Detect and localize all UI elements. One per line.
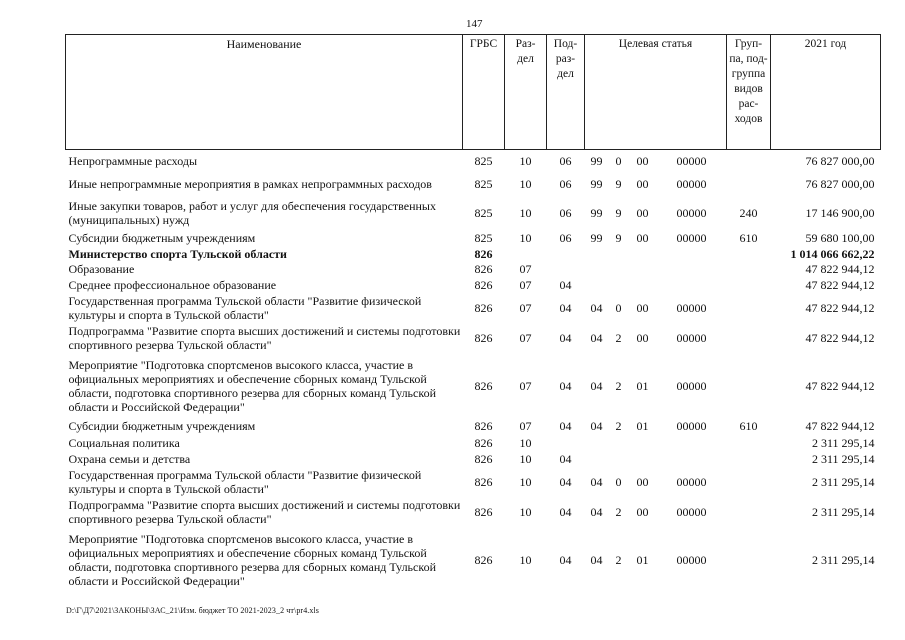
row-target-subprogram: 2 [615,378,622,393]
header-podrazdel: Под- раз- дел [547,35,585,150]
row-target-subprogram: 2 [615,552,622,567]
row-target-subprogram [609,262,629,277]
row-target-program: 99 [590,176,603,191]
row-podrazdel [547,435,585,451]
row-grbs: 826 [474,451,493,466]
row-name: Иные непрограммные мероприятия в рамках непрограммных расходов [68,176,432,191]
row-target-program [585,451,609,467]
row-grbs: 826 [474,277,493,292]
row-target-program: 99 [590,205,603,220]
row-name: Иные закупки товаров, работ и услуг для обеспечения государственных (муниципальных) нужд [68,198,436,227]
row-grbs: 825 [474,205,493,220]
row-podrazdel: 04 [559,451,572,466]
row-target-subprogram [609,246,629,262]
row-podrazdel: 06 [559,205,572,220]
row-expense-group [727,435,771,451]
row-target-event [629,277,657,293]
row-razdel: 10 [519,230,532,245]
row-target-event [629,246,657,262]
budget-table-sheet [65,34,880,592]
row-amount: 47 822 944,12 [805,262,875,276]
page-number: 147 [466,18,483,30]
row-target-direction: 00000 [676,552,707,567]
row-expense-group [727,467,771,497]
row-grbs: 826 [474,262,493,276]
row-amount: 2 311 295,14 [811,474,875,489]
row-podrazdel [547,262,585,277]
table-row [66,467,881,497]
row-target-subprogram: 0 [615,153,622,168]
row-name: Подпрограмма "Развитие спорта высших достижений и системы подготовки спортивного резерва Тульской области" [68,324,461,352]
row-grbs: 826 [474,300,493,315]
row-target-subprogram: 2 [615,419,622,433]
row-amount: 47 822 944,12 [805,277,875,292]
row-name: Министерство спорта Тульской области [68,246,287,261]
footer-file-path: D:\Г\Д7\2021\ЗАКОНЫ\ЗАС_21\Изм. бюджет ТО 2021-2023_2 чт\pr4.xls [66,606,320,615]
row-podrazdel: 04 [559,331,572,345]
table-row [66,246,881,262]
row-target-direction [657,277,727,293]
row-podrazdel: 04 [559,474,572,489]
table-row [66,262,881,277]
row-razdel: 07 [519,378,532,393]
row-target-program [585,277,609,293]
row-name: Социальная политика [68,435,180,450]
row-name: Мероприятие "Подготовка спортсменов высокого класса, участие в официальных мероприятиях и обеспечение сборных команд Тульской области, подготовка спортивного резерва для сборных команд Тульской области и Российской Федерации" [68,357,436,414]
row-podrazdel: 06 [559,230,572,245]
row-name: Образование [68,262,135,276]
row-target-event: 00 [636,300,649,315]
row-razdel: 10 [519,205,532,220]
row-grbs: 825 [474,153,493,168]
row-podrazdel: 04 [559,419,572,433]
row-target-direction [657,435,727,451]
row-razdel [505,246,547,262]
row-target-direction: 00000 [676,176,707,191]
row-razdel: 10 [519,474,532,489]
row-expense-group: 610 [739,419,758,433]
row-podrazdel: 04 [559,300,572,315]
row-amount: 47 822 944,12 [805,378,875,393]
row-podrazdel: 04 [559,552,572,567]
row-expense-group [727,354,771,418]
table-row [66,172,881,196]
row-target-direction [657,262,727,277]
row-target-event: 00 [636,205,649,220]
table-header-row [66,35,881,150]
row-target-subprogram: 0 [615,300,622,315]
row-podrazdel: 04 [559,505,572,519]
table-row [66,354,881,418]
row-target-direction: 00000 [676,474,707,489]
row-razdel: 07 [519,419,532,433]
row-grbs: 825 [474,230,493,245]
row-name: Подпрограмма "Развитие спорта высших достижений и системы подготовки спортивного резерва Тульской области" [68,498,461,526]
row-podrazdel: 06 [559,176,572,191]
row-name: Непрограммные расходы [68,153,198,168]
row-razdel: 07 [519,262,532,276]
row-grbs: 826 [474,419,493,433]
row-podrazdel [547,246,585,262]
row-target-direction: 00000 [676,419,707,433]
row-razdel: 10 [519,435,532,450]
table-row [66,196,881,230]
row-target-subprogram: 0 [615,474,622,489]
row-expense-group [727,150,771,172]
row-target-event: 00 [636,176,649,191]
row-target-event: 01 [636,552,649,567]
row-target-program: 04 [590,378,603,393]
row-razdel: 10 [519,505,532,519]
row-target-subprogram [609,451,629,467]
row-target-program: 99 [590,153,603,168]
row-target-event [629,435,657,451]
row-grbs: 826 [474,246,493,261]
row-amount: 2 311 295,14 [811,552,875,567]
row-target-direction: 00000 [676,300,707,315]
row-name: Государственная программа Тульской области "Развитие физической культуры и спорта в Тульской области" [68,467,422,496]
row-target-program: 04 [590,552,603,567]
row-target-program [585,246,609,262]
row-grbs: 826 [474,378,493,393]
row-target-subprogram: 2 [615,331,622,345]
row-amount: 76 827 000,00 [805,153,875,168]
header-razdel: Раз- дел [505,35,547,150]
table-row [66,435,881,451]
header-target-article: Целевая статья [585,35,727,150]
row-amount: 2 311 295,14 [811,505,875,519]
row-target-direction [657,451,727,467]
table-row [66,497,881,528]
row-name: Охрана семьи и детства [68,451,191,466]
row-target-event: 01 [636,419,649,433]
row-name: Государственная программа Тульской области "Развитие физической культуры и спорта в Тульской области" [68,293,422,322]
row-name: Мероприятие "Подготовка спортсменов высокого класса, участие в официальных мероприятиях и обеспечение сборных команд Тульской области, подготовка спортивного резерва для сборных команд Тульской области и Российской Федерации" [68,531,436,588]
row-grbs: 826 [474,474,493,489]
table-row [66,277,881,293]
row-podrazdel: 04 [559,378,572,393]
row-expense-group [727,497,771,528]
row-target-subprogram: 9 [615,230,622,245]
row-target-program [585,435,609,451]
row-target-program: 04 [590,419,603,433]
row-razdel: 07 [519,300,532,315]
row-amount: 76 827 000,00 [805,176,875,191]
row-target-direction [657,246,727,262]
row-expense-group [727,246,771,262]
row-target-event: 00 [636,474,649,489]
row-razdel: 10 [519,176,532,191]
row-expense-group [727,277,771,293]
row-amount: 47 822 944,12 [805,419,875,433]
row-target-event [629,262,657,277]
row-target-event: 00 [636,505,649,519]
row-target-direction: 00000 [676,205,707,220]
row-razdel: 07 [519,277,532,292]
row-expense-group [727,293,771,323]
row-target-direction: 00000 [676,378,707,393]
row-target-direction: 00000 [676,230,707,245]
row-razdel: 10 [519,153,532,168]
row-amount: 59 680 100,00 [805,230,875,245]
row-target-event: 00 [636,331,649,345]
row-amount: 2 311 295,14 [811,451,875,466]
table-row [66,528,881,592]
row-razdel: 07 [519,331,532,345]
row-amount: 1 014 066 662,22 [790,246,875,261]
row-amount: 2 311 295,14 [811,435,875,450]
table-body [66,150,881,592]
row-grbs: 825 [474,176,493,191]
row-grbs: 826 [474,552,493,567]
row-expense-group [727,451,771,467]
header-grbs: ГРБС [463,35,505,150]
header-year-2021: 2021 год [771,35,881,150]
row-target-direction: 00000 [676,505,707,519]
row-expense-group [727,262,771,277]
row-target-subprogram: 9 [615,176,622,191]
row-podrazdel: 04 [559,277,572,292]
row-target-program: 04 [590,300,603,315]
row-expense-group [727,323,771,354]
row-target-event: 00 [636,230,649,245]
row-target-program: 04 [590,331,603,345]
header-expense-group: Груп- па, под- группа видов рас- ходов [727,35,771,150]
header-name: Наименование [66,35,463,150]
table-row [66,451,881,467]
row-razdel: 10 [519,451,532,466]
row-target-program: 04 [590,474,603,489]
row-grbs: 826 [474,505,493,519]
table-row [66,323,881,354]
row-target-subprogram [609,277,629,293]
row-amount: 47 822 944,12 [805,300,875,315]
row-expense-group: 240 [739,205,758,220]
row-expense-group [727,528,771,592]
row-name: Субсидии бюджетным учреждениям [68,230,256,245]
row-target-direction: 00000 [676,153,707,168]
row-target-subprogram [609,435,629,451]
row-razdel: 10 [519,552,532,567]
row-target-program: 99 [590,230,603,245]
row-amount: 47 822 944,12 [805,331,875,345]
row-target-program [585,262,609,277]
row-name: Субсидии бюджетным учреждениям [68,419,256,433]
row-grbs: 826 [474,435,493,450]
row-name: Среднее профессиональное образование [68,277,277,292]
row-target-direction: 00000 [676,331,707,345]
row-amount: 17 146 900,00 [805,205,875,220]
row-target-event: 00 [636,153,649,168]
row-target-event [629,451,657,467]
table-row [66,150,881,172]
budget-table [65,34,881,592]
table-row [66,293,881,323]
row-target-event: 01 [636,378,649,393]
table-row [66,418,881,435]
row-grbs: 826 [474,331,493,345]
row-expense-group [727,172,771,196]
row-podrazdel: 06 [559,153,572,168]
row-target-program: 04 [590,505,603,519]
row-target-subprogram: 9 [615,205,622,220]
table-row [66,230,881,246]
row-expense-group: 610 [739,230,758,245]
row-target-subprogram: 2 [615,505,622,519]
